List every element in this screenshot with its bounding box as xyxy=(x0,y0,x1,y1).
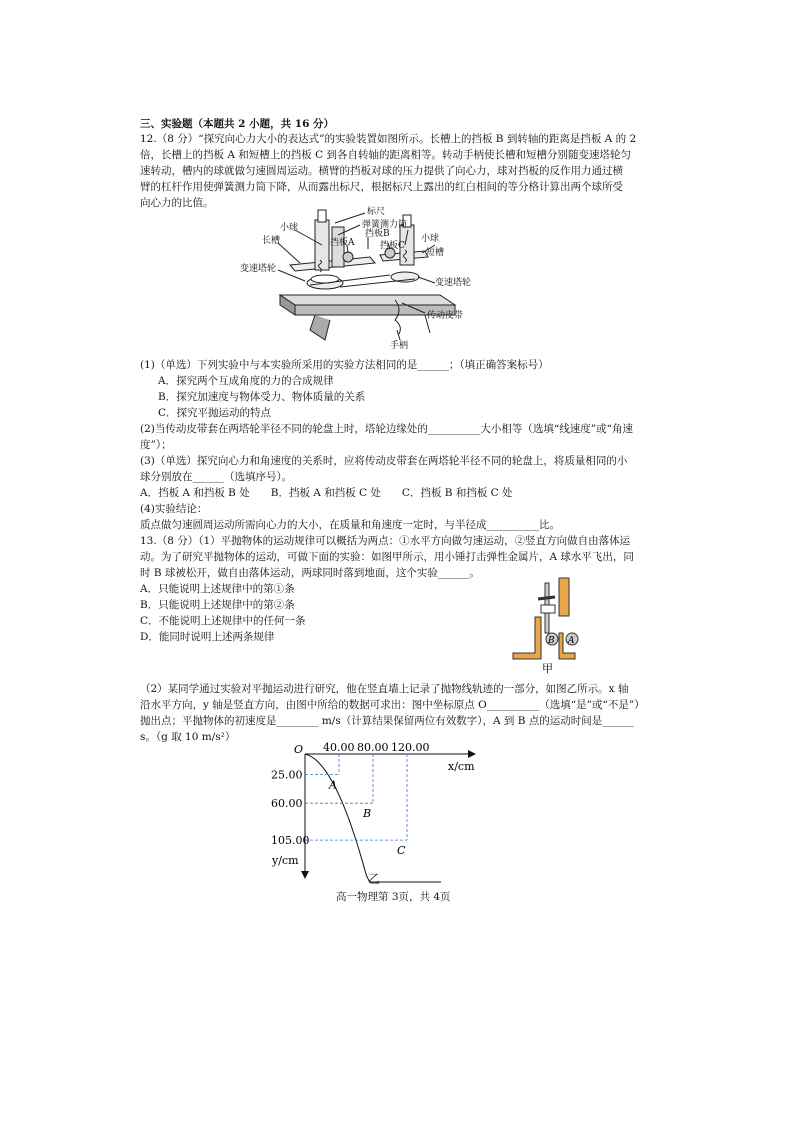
y-tick-label: 60.00 xyxy=(271,797,303,811)
q13-part2-line: （2）某同学通过实验对平抛运动进行研究，他在竖直墙上记录了抛物线轨迹的一部分，如图乙所示。x 轴 xyxy=(140,683,629,695)
q13-option: C．不能说明上述规律中的任何一条 xyxy=(140,615,306,627)
q12-part2: (2)当传动皮带套在两塔轮半径不同的轮盘上时，塔轮边缘处的__________大小相等（选填“线速度”或“角速 xyxy=(140,423,633,435)
q12-part1: (1)（单选）下列实验中与本实验所采用的实验方法相同的是______；（填正确答案标号） xyxy=(140,359,549,371)
q13-part2-line: 抛出点；平抛物体的初速度是________ m/s（计算结果保留两位有效数字），A 到 B 点的运动时间是______ xyxy=(140,715,634,727)
label-tanhuang: 弹簧测力筒 xyxy=(362,220,408,230)
figure-jia xyxy=(505,575,585,675)
q13-stem-line: 动。为了研究平抛物体的运动，可做下面的实验：如图甲所示，用小锤打击弹性金属片，A 球水平飞出，同 xyxy=(140,551,634,563)
x-tick-label: 40.00 xyxy=(323,741,355,754)
ball-b-label: B xyxy=(548,636,555,646)
q12-option: C．探究平抛运动的特点 xyxy=(158,407,272,419)
q13-stem-line: 时 B 球被松开，做自由落体运动，两球同时落到地面，这个实验______。 xyxy=(140,567,480,579)
trajectory-chart xyxy=(260,740,490,890)
q12-part3: 球分别放在______（选填序号）。 xyxy=(140,471,293,483)
label-dangban-a: 挡板A xyxy=(330,238,355,248)
q12-stem-line: 速转动，槽内的球就做匀速圆周运动。横臂的挡板对球的压力提供了向心力，球对挡板的反作用力通过横 xyxy=(140,165,623,177)
y-tick-label: 105.00 xyxy=(271,834,310,848)
centripetal-apparatus-figure xyxy=(240,205,490,355)
q12-stem-line: 12.（8 分）“探究向心力大小的表达式”的实验装置如图所示。长槽上的挡板 B 到转轴的距离是挡板 A 的 2 xyxy=(140,133,637,145)
label-dangban-c: 挡板C xyxy=(380,241,405,251)
q12-part2: 度”）； xyxy=(140,439,172,451)
y-tick-label: 25.00 xyxy=(271,768,303,782)
q13-part2-line: 沿水平方向，y 轴是竖直方向，由图中所给的数据可求出：图中坐标原点 O__________（选填“是”或“不是”） xyxy=(140,699,645,711)
q12-part3-options: A．挡板 A 和挡板 B 处 B．挡板 A 和挡板 C 处 C．挡板 B 和挡板 C 处 xyxy=(140,487,513,499)
q12-stem-line: 向心力的比值。 xyxy=(140,197,214,209)
label-duancao: 短槽 xyxy=(426,248,445,258)
point-label-b: B xyxy=(363,807,372,821)
section-heading: 三、实验题（本题共 2 小题，共 16 分） xyxy=(140,118,335,130)
label-xiaoqiu-right: 小球 xyxy=(421,234,440,244)
figure-jia-caption: 甲 xyxy=(542,662,553,675)
trajectory-curve xyxy=(305,754,441,882)
q13-stem-line: 13.（8 分）（1）平抛物体的运动规律可以概括为两点：①水平方向做匀速运动，②竖直方向做自由落体运 xyxy=(140,535,631,547)
q12-part4: (4)实验结论： xyxy=(140,503,208,515)
origin-label: O xyxy=(294,743,304,756)
q12-part3: (3)（单选）探究向心力和角速度的关系时，应将传动皮带套在两塔轮半径不同的轮盘上，将质量相同的小 xyxy=(140,455,628,467)
y-axis-label: y/cm xyxy=(272,854,299,867)
ball-a-label: A xyxy=(568,636,575,646)
q12-option: A．探究两个互成角度的力的合成规律 xyxy=(158,375,334,387)
point-label-c: C xyxy=(397,844,406,858)
q13-option: A．只能说明上述规律中的第①条 xyxy=(140,583,295,595)
figure-yi-caption: 乙 xyxy=(368,872,381,886)
label-pidai: 传动皮带 xyxy=(427,311,464,321)
point-label-a: A xyxy=(329,778,337,792)
label-talun-right: 变速塔轮 xyxy=(435,278,472,288)
q12-stem-line: 臂的杠杆作用使弹簧测力筒下降，从而露出标尺，根据标尺上露出的红白相间的等分格计算出两个球所受 xyxy=(140,181,623,193)
label-changcao: 长槽 xyxy=(262,236,281,246)
q13-part2-line: s。（g 取 10 m/s²） xyxy=(140,731,236,743)
q12-option: B．探究加速度与物体受力、物体质量的关系 xyxy=(158,391,366,403)
q12-stem-line: 倍，长槽上的挡板 A 和短槽上的挡板 C 到各自转轴的距离相等。转动手柄使长槽和短槽分别随变速塔轮匀 xyxy=(140,149,631,161)
label-biaochi: 标尺 xyxy=(367,207,386,217)
label-dangban-b: 挡板B xyxy=(365,229,390,239)
x-tick-label: 80.00 xyxy=(357,741,389,754)
label-shoubing: 手柄 xyxy=(390,341,409,351)
q12-conclusion: 质点做匀速圆周运动所需向心力的大小，在质量和角速度一定时，与半径成__________比。 xyxy=(140,519,560,531)
q13-option: B．只能说明上述规律中的第②条 xyxy=(140,599,295,611)
label-xiaoqiu-left: 小球 xyxy=(280,223,299,233)
x-axis-label: x/cm xyxy=(448,760,475,773)
q13-option: D．能同时说明上述两条规律 xyxy=(140,631,275,643)
x-tick-label: 120.00 xyxy=(391,741,430,754)
label-talun-left: 变速塔轮 xyxy=(240,264,277,274)
page-footer: 高一物理第 3页，共 4页 xyxy=(336,891,451,903)
